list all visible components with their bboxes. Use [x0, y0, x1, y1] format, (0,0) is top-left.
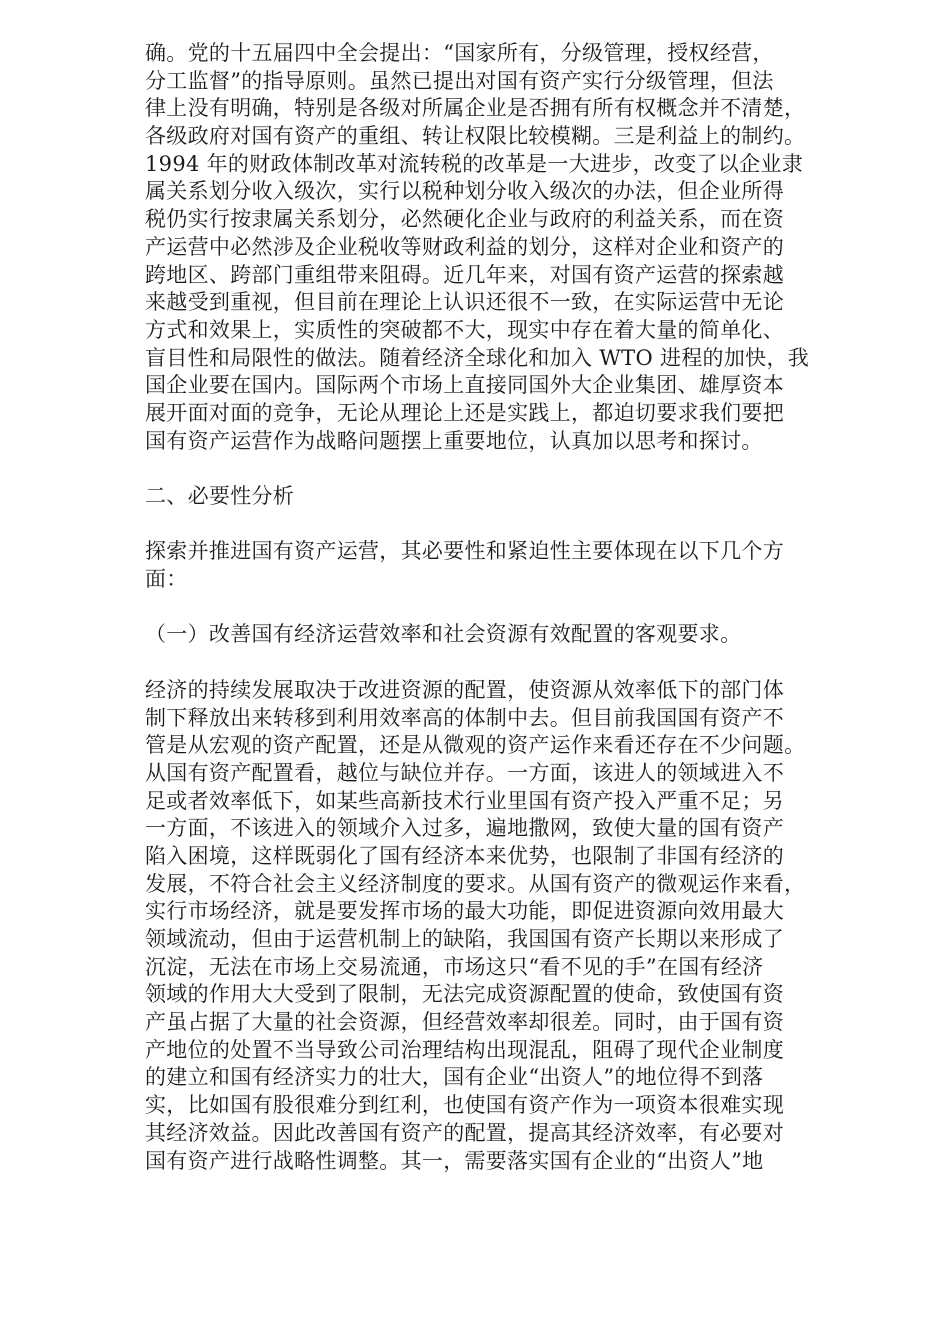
- text-line: 属关系划分收入级次，实行以税种划分收入级次的办法，但企业所得: [145, 179, 784, 204]
- text-line: 实，比如国有股很难分到红利，也使国有资产作为一项资本很难实现: [145, 1093, 784, 1118]
- heading-text: 二、必要性分析: [145, 484, 295, 508]
- text-line: 产运营中必然涉及企业税收等财政利益的划分，这样对企业和资产的: [145, 234, 784, 259]
- text-line: 从国有资产配置看，越位与缺位并存。一方面，该进人的领域进入不: [145, 760, 784, 785]
- text-line: 产虽占据了大量的社会资源，但经营效率却很差。同时，由于国有资: [145, 1010, 784, 1035]
- text-line: 探索并推进国有资产运营，其必要性和紧迫性主要体现在以下几个方: [145, 539, 784, 564]
- text-line: 各级政府对国有资产的重组、转让权限比较模糊。三是利益上的制约。: [145, 124, 806, 149]
- text-line: 来越受到重视，但目前在理论上认识还很不一致，在实际运营中无论: [145, 290, 784, 315]
- text-line: 方式和效果上，实质性的突破都不大，现实中存在着大量的简单化、: [145, 317, 784, 342]
- text-line: 足或者效率低下，如某些高新技术行业里国有资产投入严重不足；另: [145, 788, 784, 813]
- section-heading: [145, 483, 875, 511]
- text-line: 领域流动，但由于运营机制上的缺陷，我国国有资产长期以来形成了: [145, 927, 784, 951]
- text-line: 分工监督”的指导原则。虽然已提出对国有资产实行分级管理，但法: [145, 68, 774, 93]
- text-line: 领域的作用大大受到了限制，无法完成资源配置的使命，致使国有资: [145, 982, 784, 1007]
- text-line: 一方面，不该进入的领域介入过多，遍地撒网，致使大量的国有资产: [145, 816, 784, 841]
- text-line: 国有资产进行战略性调整。其一，需要落实国有企业的“出资人”地: [145, 1148, 764, 1173]
- paragraph-3: [145, 677, 875, 1175]
- text-line: 管是从宏观的资产配置，还是从微观的资产运作来看还存在不少问题。: [145, 733, 806, 758]
- document-page: [145, 40, 875, 1175]
- text-line: 税仍实行按隶属关系划分，必然硬化企业与政府的利益关系，而在资: [145, 207, 784, 232]
- text-line: 发展，不符合社会主义经济制度的要求。从国有资产的微观运作来看，: [145, 871, 806, 896]
- text-line: 展开面对面的竞争，无论从理论上还是实践上，都迫切要求我们要把: [145, 400, 784, 425]
- text-line: 其经济效益。因此改善国有资产的配置，提高其经济效率，有必要对: [145, 1120, 784, 1145]
- text-line: 沉淀，无法在市场上交易流通，市场这只“看不见的手”在国有经济: [145, 954, 764, 979]
- text-line: 产地位的处置不当导致公司治理结构出现混乱，阻碍了现代企业制度: [145, 1037, 784, 1062]
- paragraph-1: [145, 40, 875, 455]
- text-line: 实行市场经济，就是要发挥市场的最大功能，即促进资源向效用最大: [145, 899, 784, 924]
- text-line: 跨地区、跨部门重组带来阻碍。近几年来，对国有资产运营的探索越: [145, 262, 784, 287]
- paragraph-2: [145, 538, 875, 593]
- text-line: 律上没有明确，特别是各级对所属企业是否拥有所有权概念并不清楚，: [145, 96, 806, 121]
- text-line: 国企业要在国内。国际两个市场上直接同国外大企业集团、雄厚资本: [145, 373, 784, 398]
- text-line: 陷入困境，这样既弱化了国有经济本来优势，也限制了非国有经济的: [145, 843, 784, 868]
- subsection-heading: [145, 621, 875, 649]
- subheading-text: （一）改善国有经济运营效率和社会资源有效配置的客观要求。: [145, 622, 742, 647]
- text-line: 1994 年的财政体制改革对流转税的改革是一大进步，改变了以企业隶: [145, 151, 804, 176]
- text-line: 确。党的十五届四中全会提出：“国家所有，分级管理，授权经营，: [145, 41, 774, 65]
- text-line: 制下释放出来转移到利用效率高的体制中去。但目前我国国有资产不: [145, 705, 784, 730]
- text-line: 面：: [145, 567, 188, 592]
- text-line: 盲目性和局限性的做法。随着经济全球化和加入 WTO 进程的加快，我: [145, 345, 810, 370]
- text-line: 的建立和国有经济实力的壮大，国有企业“出资人”的地位得不到落: [145, 1065, 764, 1090]
- text-line: 国有资产运营作为战略问题摆上重要地位，认真加以思考和探讨。: [145, 428, 763, 453]
- text-line: 经济的持续发展取决于改进资源的配置，使资源从效率低下的部门体: [145, 677, 784, 702]
